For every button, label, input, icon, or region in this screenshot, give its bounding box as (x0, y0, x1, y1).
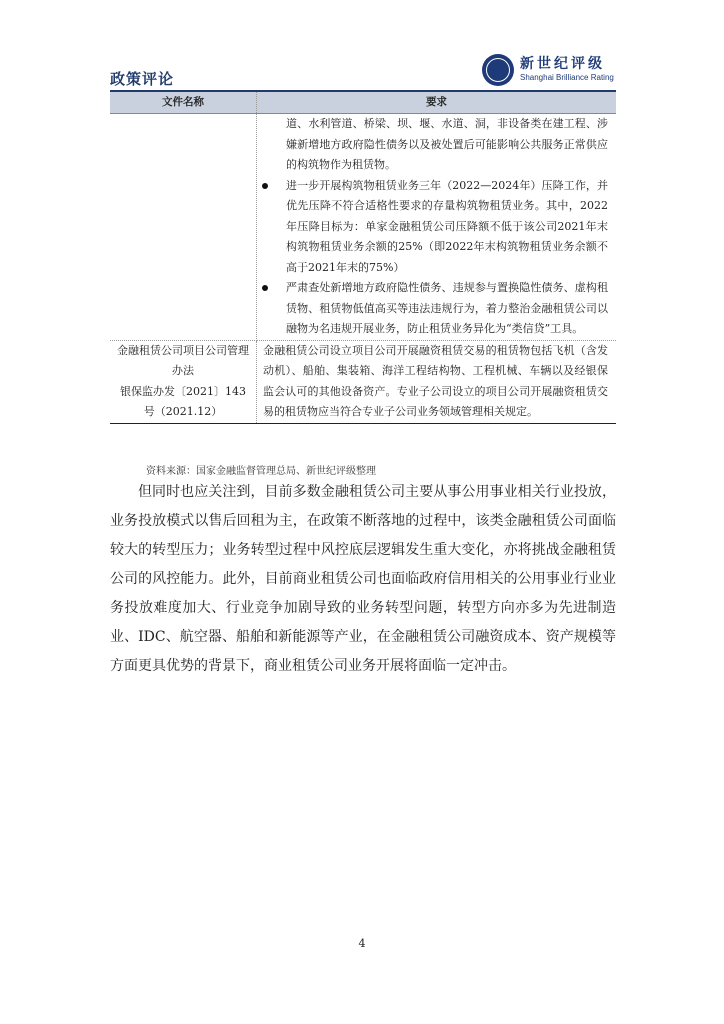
policy-table (110, 92, 616, 424)
requirement-text: 金融租赁公司设立项目公司开展融资租赁交易的租赁物包括飞机（含发动机）、船舶、集装箱、海洋工程结构物、工程机械、车辆以及经银保监会认可的其他设备资产。专业子公司设立的项目公司开展融资租赁交易的租赁物应当符合专业子公司业务领域管理相关规定。 (263, 343, 608, 418)
column-header-requirement: 要求 (257, 92, 617, 114)
table-row (110, 340, 616, 423)
logo-english-name: Shanghai Brilliance Rating (520, 73, 614, 82)
document-name-cell (110, 340, 257, 423)
document-title: 金融租赁公司项目公司管理办法 (117, 343, 249, 377)
requirement-cell (257, 340, 617, 423)
table-row (110, 114, 616, 341)
document-name-cell-empty (110, 114, 257, 341)
body-paragraph: 但同时也应关注到，目前多数金融租赁公司主要从事公用事业相关行业投放，业务投放模式以售后回租为主，在政策不断落地的过程中，该类金融租赁公司面临较大的转型压力；业务转型过程中风控底层逻辑发生重大变化，亦将挑战金融租赁公司的风控能力。此外，目前商业租赁公司也面临政府信用相关的公用事业行业业务投放难度加大、行业竞争加剧导致的业务转型问题，转型方向亦多为先进制造业、IDC、航空器、船舶和新能源等产业，在金融租赁公司融资成本、资产规模等方面更具优势的背景下，商业租赁公司业务开展将面临一定冲击。 (110, 484, 616, 674)
requirement-continuation: 道、水利管道、桥梁、坝、堰、水道、洞，非设备类在建工程、涉嫌新增地方政府隐性债务以及被处置后可能影响公共服务正常供应的构筑物作为租赁物。 (286, 117, 608, 171)
bullet-dot-icon (262, 285, 268, 291)
logo-emblem-icon (482, 54, 514, 86)
bullet-text: 进一步开展构筑物租赁业务三年（2022—2024年）压降工作，并优先压降不符合适格性要求的存量构筑物租赁业务。其中，2022年压降目标为：单家金融租赁公司压降额不低于该公司2021年末构筑物租赁业务余额的25%（即2022年末构筑物租赁业务余额不高于2021年末的75%） (286, 178, 608, 274)
page-number: 4 (358, 937, 366, 950)
requirement-bullet (257, 278, 608, 340)
bullet-dot-icon (262, 183, 268, 189)
source-note: 资料来源：国家金融监督管理总局、新世纪评级整理 (146, 466, 376, 477)
bullet-text: 严肃查处新增地方政府隐性债务、违规参与置换隐性债务、虚构租赁物、租赁物低值高买等违法违规行为，着力整治金融租赁公司以融物为名违规开展业务，防止租赁业务异化为“类信贷”工具。 (286, 281, 608, 335)
brand-logo (482, 52, 616, 88)
document-number: 银保监办发〔2021〕143号（2021.12） (120, 384, 246, 418)
page-header (110, 52, 616, 90)
requirement-cell (257, 114, 617, 341)
section-title: 政策评论 (110, 70, 175, 88)
requirement-bullet (257, 176, 608, 279)
logo-chinese-name: 新世纪评级 (520, 56, 605, 72)
table-header-row (110, 92, 616, 114)
column-header-document-name: 文件名称 (110, 92, 257, 114)
